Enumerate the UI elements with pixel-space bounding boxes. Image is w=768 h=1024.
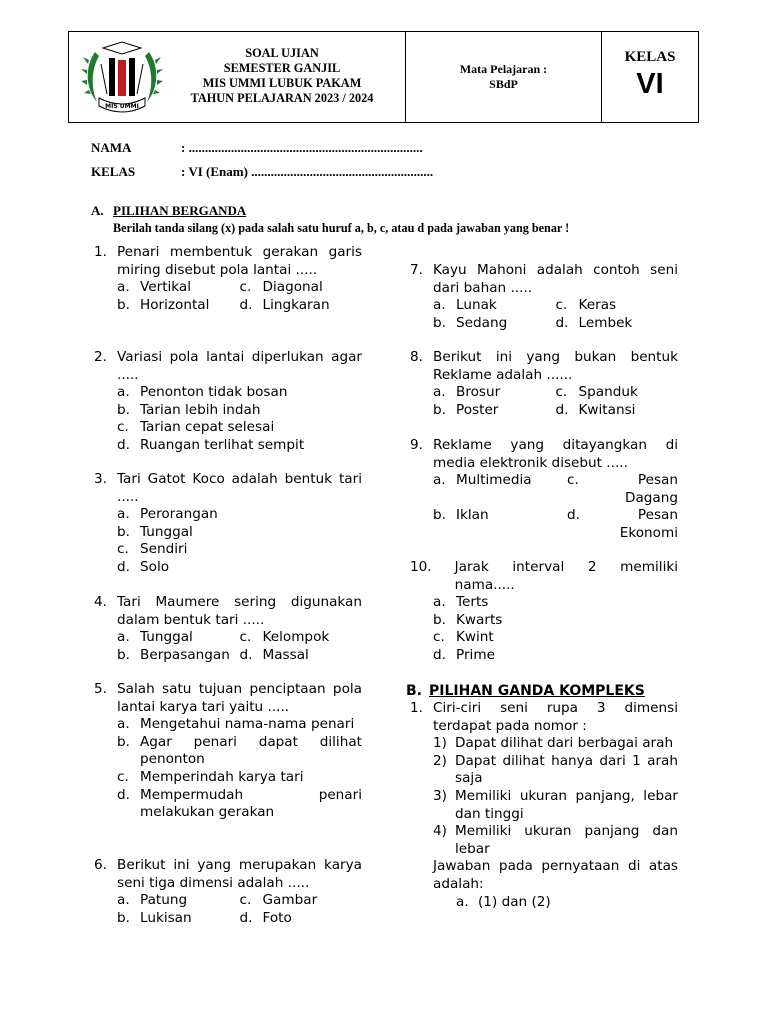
title-line: SOAL UJIAN bbox=[245, 46, 319, 60]
option-b[interactable]: b. Berpasangan bbox=[117, 646, 230, 663]
question-number: 3. bbox=[94, 471, 107, 487]
option-a[interactable]: a. Tunggal bbox=[117, 629, 193, 646]
option-d[interactable]: d. Prime bbox=[433, 646, 495, 663]
question-text: Penari membentuk gerakan garis miring disebut pola lantai ..... bbox=[117, 244, 362, 278]
exam-header bbox=[68, 31, 699, 123]
option-b[interactable]: b. Poster bbox=[433, 401, 499, 418]
statement-3: 3) Memiliki ukuran panjang, lebar dan tinggi bbox=[433, 787, 678, 822]
question-text: Kayu Mahoni adalah contoh seni dari bahan ..... bbox=[433, 262, 678, 296]
question-3 bbox=[94, 471, 362, 577]
option-d[interactable]: d. Pesan Ekonomi bbox=[567, 507, 678, 541]
option-c[interactable]: c. Spanduk bbox=[555, 384, 638, 401]
option-d[interactable]: d. Lembek bbox=[555, 314, 633, 331]
option-b[interactable]: b. Horizontal bbox=[117, 296, 210, 313]
section-letter: B. bbox=[406, 683, 422, 699]
option-d[interactable]: d. Massal bbox=[239, 646, 309, 663]
kelas-field[interactable]: : VI (Enam) ........................................................ bbox=[181, 164, 434, 179]
option-d[interactable]: d. Kwitansi bbox=[555, 401, 636, 418]
question-9 bbox=[410, 437, 678, 543]
option-c[interactable]: c. Diagonal bbox=[239, 279, 323, 296]
option-c[interactable]: c. Pesan Dagang bbox=[567, 472, 678, 506]
question-number: 5. bbox=[94, 681, 107, 697]
exam-title bbox=[159, 46, 405, 106]
answer-prompt: Jawaban pada pernyataan di atas adalah: bbox=[433, 858, 678, 892]
option-c[interactable]: c. Kwint bbox=[433, 629, 494, 646]
option-a[interactable]: a. Mengetahui nama-nama penari bbox=[117, 716, 355, 733]
question-2 bbox=[94, 349, 362, 455]
option-c[interactable]: c. Kelompok bbox=[239, 629, 330, 646]
question-number: 2. bbox=[94, 349, 107, 365]
question-text: Jarak interval 2 memiliki nama..... bbox=[454, 559, 678, 593]
kelas-label: KELAS bbox=[624, 49, 676, 65]
question-number: 4. bbox=[94, 594, 107, 610]
question-number: 1. bbox=[94, 244, 107, 260]
question-1 bbox=[94, 244, 362, 314]
option-b[interactable]: b. Kwarts bbox=[433, 611, 503, 628]
subject-label: Mata Pelajaran : bbox=[459, 62, 548, 76]
question-b1 bbox=[410, 700, 678, 911]
title-line: MIS UMMI LUBUK PAKAM bbox=[202, 76, 362, 90]
section-b-heading bbox=[406, 683, 645, 699]
option-a[interactable]: a. Multimedia bbox=[433, 472, 532, 489]
question-5 bbox=[94, 681, 362, 822]
option-a[interactable]: a. Penonton tidak bosan bbox=[117, 384, 288, 401]
option-b[interactable]: b. Iklan bbox=[433, 507, 489, 524]
nama-label: NAMA bbox=[91, 140, 132, 155]
nama-field[interactable]: : ........................................................................ bbox=[181, 140, 423, 155]
kelas-cell bbox=[602, 32, 698, 122]
option-c[interactable]: c. Gambar bbox=[239, 892, 318, 909]
option-a[interactable]: a. (1) dan (2) bbox=[456, 893, 551, 910]
option-d[interactable]: d. Foto bbox=[239, 909, 292, 926]
question-text: Ciri-ciri seni rupa 3 dimensi terdapat pada nomor : bbox=[433, 700, 678, 734]
option-b[interactable]: b. Agar penari dapat dilihat penonton bbox=[117, 733, 362, 768]
question-number: 9. bbox=[410, 437, 423, 453]
option-d[interactable]: d. Ruangan terlihat sempit bbox=[117, 436, 305, 453]
question-text: Reklame yang ditayangkan di media elektronik disebut ..... bbox=[433, 437, 678, 471]
question-text: Tari Maumere sering digunakan dalam bentuk tari ..... bbox=[117, 594, 362, 628]
option-c[interactable]: c. Tarian cepat selesai bbox=[117, 419, 275, 436]
kelas-row bbox=[91, 164, 433, 180]
subject-value: SBdP bbox=[489, 77, 518, 91]
question-10-head bbox=[410, 559, 678, 594]
section-title: PILIHAN GANDA KOMPLEKS bbox=[429, 683, 645, 699]
option-c[interactable]: c. Keras bbox=[555, 297, 617, 314]
section-a-heading bbox=[91, 203, 246, 219]
option-d[interactable]: d. Lingkaran bbox=[239, 296, 330, 313]
svg-text:MIS UMMI: MIS UMMI bbox=[105, 103, 139, 110]
option-b[interactable]: b. Tunggal bbox=[117, 523, 193, 540]
option-a[interactable]: a. Perorangan bbox=[117, 506, 218, 523]
option-a[interactable]: a. Patung bbox=[117, 892, 188, 909]
question-6 bbox=[94, 857, 362, 927]
option-b[interactable]: b. Lukisan bbox=[117, 909, 192, 926]
question-text: Tari Gatot Koco adalah bentuk tari ..... bbox=[117, 471, 362, 505]
header-title-cell bbox=[69, 32, 406, 122]
question-number: 7. bbox=[410, 262, 423, 278]
question-7 bbox=[410, 262, 678, 332]
option-b[interactable]: b. Sedang bbox=[433, 314, 508, 331]
question-text: Berikut ini yang merupakan karya seni tiga dimensi adalah ..... bbox=[117, 857, 362, 891]
option-a[interactable]: a. Lunak bbox=[433, 297, 497, 314]
question-text: Berikut ini yang bukan bentuk Reklame adalah ...... bbox=[433, 349, 678, 383]
question-number: 8. bbox=[410, 349, 423, 365]
question-8 bbox=[410, 349, 678, 419]
instruction: Berilah tanda silang (x) pada salah satu huruf a, b, c, atau d pada jawaban yang benar ! bbox=[113, 221, 570, 235]
statement-4: 4) Memiliki ukuran panjang dan lebar bbox=[433, 823, 678, 857]
section-letter: A. bbox=[91, 203, 104, 218]
title-line: TAHUN PELAJARAN 2023 / 2024 bbox=[190, 91, 374, 105]
option-c[interactable]: c. Memperindah karya tari bbox=[117, 768, 304, 785]
question-text: Variasi pola lantai diperlukan agar ..... bbox=[117, 349, 362, 383]
option-d[interactable]: d. Solo bbox=[117, 558, 170, 575]
statement-1: 1) Dapat dilihat dari berbagai arah bbox=[433, 735, 674, 752]
question-number: 6. bbox=[94, 857, 107, 873]
school-logo-icon bbox=[81, 38, 163, 118]
option-a[interactable]: a. Vertikal bbox=[117, 279, 192, 296]
question-10 bbox=[410, 559, 678, 665]
question-4 bbox=[94, 594, 362, 664]
question-number: 10. bbox=[410, 559, 432, 575]
option-a[interactable]: a. Terts bbox=[433, 594, 489, 611]
option-c[interactable]: c. Sendiri bbox=[117, 541, 188, 558]
kelas-row-label: KELAS bbox=[91, 164, 136, 179]
subject-cell bbox=[406, 32, 602, 122]
nama-row bbox=[91, 140, 423, 156]
section-title: PILIHAN BERGANDA bbox=[113, 203, 247, 218]
option-b[interactable]: b. Tarian lebih indah bbox=[117, 401, 261, 418]
option-d[interactable]: d. Mempermudah penari melakukan gerakan bbox=[117, 786, 362, 821]
question-number: 1. bbox=[410, 700, 423, 716]
kelas-value: VI bbox=[636, 68, 664, 100]
statement-2: 2) Dapat dilihat hanya dari 1 arah saja bbox=[433, 752, 678, 787]
title-line: SEMESTER GANJIL bbox=[223, 61, 341, 75]
question-text: Salah satu tujuan penciptaan pola lantai karya tari yaitu ..... bbox=[117, 681, 362, 715]
option-a[interactable]: a. Brosur bbox=[433, 384, 501, 401]
